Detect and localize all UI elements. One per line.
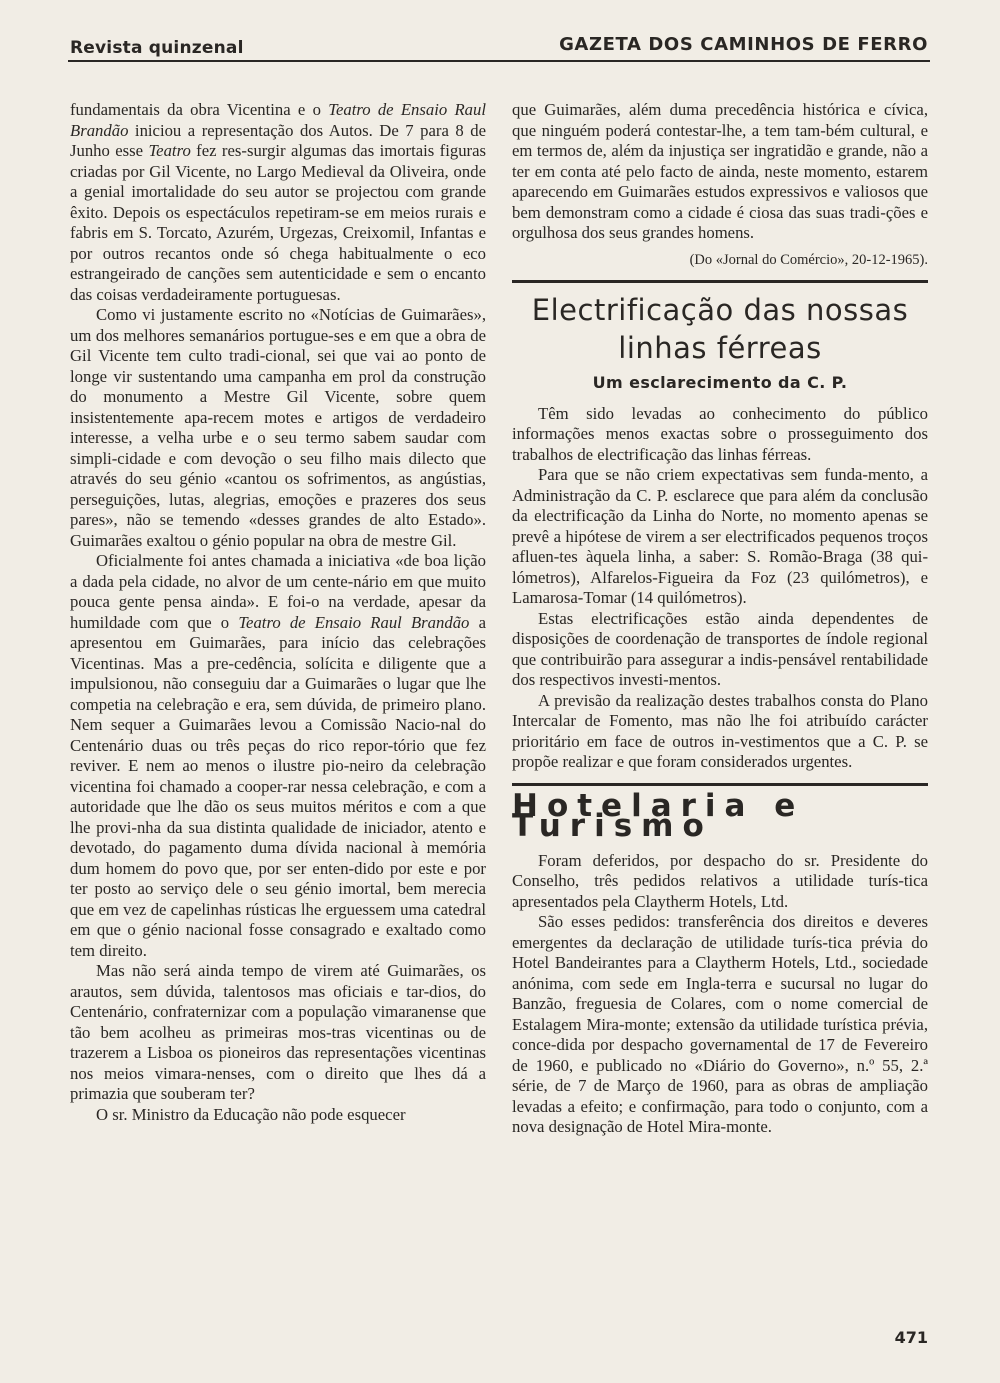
left-paragraph-5: O sr. Ministro da Educação não pode esquecer	[96, 1104, 406, 1124]
section-divider	[512, 783, 928, 786]
electrification-subheadline: Um esclarecimento da C. P.	[592, 373, 848, 392]
left-paragraph-3	[70, 551, 486, 961]
left-column	[70, 100, 486, 1125]
electrification-article	[512, 291, 928, 773]
right-column	[512, 100, 928, 1138]
italic-title: Teatro	[148, 141, 191, 160]
headline-line-2: linhas férreas	[618, 331, 822, 365]
source-citation: (Do «Jornal do Comércio», 20-12-1965).	[689, 251, 928, 268]
text-span: iniciou a representação dos Autos. De 7 para 8 de Junho esse	[70, 120, 486, 160]
header-divider	[68, 60, 930, 62]
left-paragraph-1	[70, 100, 486, 305]
running-header-title: GAZETA DOS CAMINHOS DE FERRO	[559, 34, 928, 55]
hotelaria-headline: Hotelaria e Turismo	[512, 787, 805, 844]
text-span: fez res-surgir algumas das imortais figuras criadas por Gil Vicente, no Largo Medieval da Oliveira, onde a genial imortalidade do seu autor se projectou com grande êxito. Depois os espectáculos repetiram-se em meios rurais e fabris em S. Torcato, Azurém, Urgezas, Creixomil, Infantas e por outros recantos onde só chega habitualmente o eco estrangeirado de canções sem autenticidade e sem o encanto das coisas verdadeiramente portuguesas.	[70, 141, 486, 304]
hotelaria-paragraph-2: São esses pedidos: transferência dos direitos e deveres emergentes da declaração de utilidade turís-tica prévia do Hotel Bandeirantes para a Claytherm Hotels, Ltd., sociedade anónima, com sede em Ingla-terra e sucursal no lugar do Banzão, freguesia de Colares, com o nome comercial de Estalagem Mira-monte; extensão da utilidade turística prévia, conce-dida por despacho governamental de 17 de Fevereiro de 1960, e publicado no «Diário do Governo», n.º 55, 2.ª série, de 7 de Março de 1960, para as obras de ampliação levadas a efeito; e confirmação, para todo o conjunto, com a nova designação de Hotel Mira-monte.	[512, 912, 928, 1136]
text-span: Oficialmente foi antes chamada a iniciativa «de boa lição a dada pela cidade, no alvor de um cente-nário em que muito pouca gente pensa ainda». E foi-o na verdade, apesar da humildade com que o	[70, 551, 486, 632]
hotelaria-paragraph-1: Foram deferidos, por despacho do sr. Presidente do Conselho, três pedidos relativos a utilidade turís-tica apresentados pela Claytherm Hotels, Ltd.	[512, 850, 928, 911]
text-span: a apresentou em Guimarães, para início das celebrações Vicentinas. Mas a pre-cedência, solícita e diligente que a impulsionou, não conseguiu dar a Guimarães o lugar que lhe competia na celebração e era, sem dúvida, de primeiro plano. Nem sequer a Guimarães levou a Comissão Nacio-nal do Centenário duas ou três peças do rico repor-tório que fez reviver. E nem ao menos o ilustre pio-neiro da celebração vicentina foi chamado a cooper-rar nessa celebração, e com a autoridade que lhe dão os seus muitos méritos e com a que lhe provi-nha da sua distinta qualidade de iniciador, atento e devotado, do pagamento duma dívida nacional à memória dum homem do povo que, por ser enten-dido por este e por ter posto ao serviço dele o seu génio imortal, bem merecia que em vez de capelinhas rústicas lhe erguessem uma catedral em que o génio nacional fosse consagrado e exaltado como tem direito.	[70, 612, 486, 960]
running-header-left: Revista quinzenal	[70, 38, 244, 58]
electrification-headline	[512, 291, 928, 367]
electrification-paragraph-3: Estas electrificações estão ainda dependentes de disposições de coordenação de transportes de índole regional que contribuirão para assegurar a indis-pensável rentabilidade dos respectivos investi-mentos.	[512, 608, 928, 689]
left-paragraph-4: Mas não será ainda tempo de virem até Guimarães, os arautos, sem dúvida, talentosos mas oficiais e tar-dios, do Centenário, confraternizar com a população vimaranense que tão bem acolheu as primeiras mos-tras vicentinas ou de trazerem a Lisboa os pioneiros das representações vicentinas nos meios vimara-nenses, com o direito que lhes dá a primazia que souberam ter?	[70, 961, 486, 1103]
electrification-paragraph-2: Para que se não criem expectativas sem funda-mento, a Administração da C. P. esclarece que para além da conclusão da electrificação da Linha do Norte, no momento apenas se prevê a hipótese de virem a ser electrificados pequenos troços afluen-tes àquela linha, a saber: S. Romão-Braga (38 qui-lómetros), Alfarelos-Figueira da Foz (23 quilómetros), e Lamarosa-Tomar (14 quilómetros).	[512, 465, 928, 607]
right-paragraph-1: que Guimarães, além duma precedência histórica e cívica, que ninguém poderá contestar-lhe, a tem tam-bém cultural, e em termos de, além da injustiça ser ingratidão e grande, não a ter em conta até pelo facto de ainda, neste momento, estarem aparecendo em Guimarães estudos expressivos e valiosos que bem demonstram como a cidade é ciosa das suas tradi-ções e orgulhosa dos seus grandes homens.	[512, 100, 928, 242]
text-span: fundamentais da obra Vicentina e o	[70, 100, 329, 119]
hotelaria-article	[512, 787, 928, 1138]
electrification-paragraph-1: Têm sido levadas ao conhecimento do público informações menos exactas sobre o prosseguimento dos trabalhos de electrificação das linhas férreas.	[512, 403, 928, 464]
headline-line-1: Electrificação das nossas	[531, 293, 909, 327]
electrification-paragraph-4: A previsão da realização destes trabalhos consta do Plano Intercalar de Fomento, mas não lhe foi atribuído carácter prioritário em face de outros in-vestimentos que a C. P. se propõe realizar e que foram considerados urgentes.	[512, 690, 928, 771]
page-number: 471	[894, 1328, 928, 1347]
italic-title: Teatro de Ensaio Raul Brandão	[70, 100, 486, 140]
left-paragraph-2: Como vi justamente escrito no «Notícias de Guimarães», um dos melhores semanários portugue-ses e em que a obra de Gil Vicente tem culto tradi-cional, sei que vai ao ponto de longe vir sustentando uma campanha em prol da construção do monumento a Mestre Gil Vicente, sobre quem insistentemente apa-recem motes e artigos de verdadeiro interesse, a velha urbe e o seu termo sabem saudar com simpli-cidade e com devoção o seu filho mais dilecto que através do seu génio «cantou os sofrimentos, as angústias, perseguições, lutas, alegrias, emoções e prazeres dos seus pares», não se temendo «desses grandes de alto Estado». Guimarães exaltou o génio popular na obra de mestre Gil.	[70, 305, 486, 550]
italic-title: Teatro de Ensaio Raul Brandão	[238, 612, 470, 632]
section-divider	[512, 280, 928, 283]
